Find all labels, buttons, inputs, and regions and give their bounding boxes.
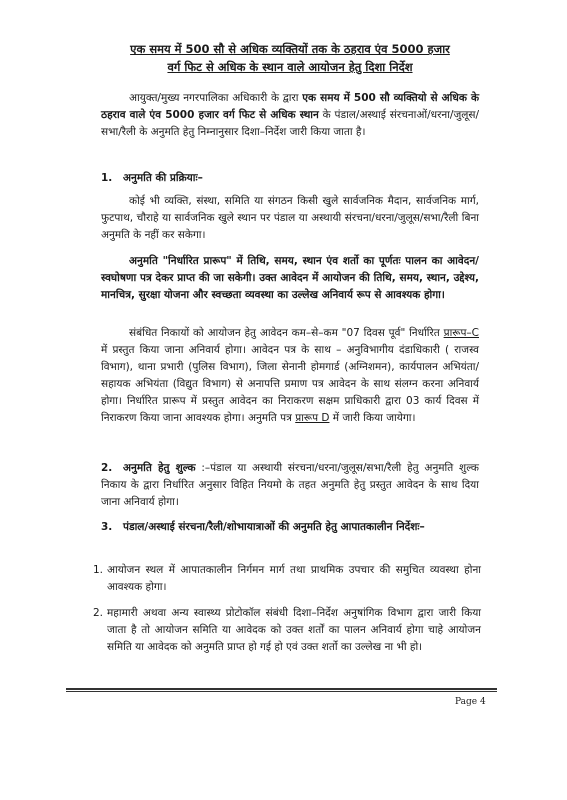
page-number: Page 4 [455, 697, 486, 707]
section-2-title: अनुमति हेतु शुल्क [123, 462, 196, 474]
section-3-heading [101, 519, 479, 536]
list-marker: 1. [93, 564, 104, 576]
para3-text-a: संबंधित निकायों को आयोजन हेतु आवेदन कम–से–कम "07 दिवस पूर्व" निर्धारित [129, 327, 444, 339]
section-2-paragraph [101, 460, 479, 511]
section-1-title: अनुमति की प्रक्रियाः– [123, 172, 203, 184]
section-1-heading [101, 170, 479, 187]
section-1-number: 1. [101, 172, 113, 184]
section-1-paragraph-3 [101, 325, 479, 427]
form-c-reference: प्रारूप–C [443, 327, 479, 339]
intro-bold: एक समय में 500 सौ व्यक्तियो से अधिक के ठहराव वाले एंव 5000 हजार वर्ग फिट से अधिक स्थान [101, 92, 480, 121]
document-title [95, 40, 485, 76]
list-item-text: महामारी अथवा अन्य स्वास्थ्य प्रोटोकॉल संबंधी दिशा–निर्देश अनुषांगिक विभाग द्वारा जारी किया जाता है तो आयोजन समिति या आवेदक को उक्त शर्तों का पालन अनिवार्य होगा चाहे आयोजन समिति या आवेदक को अनुमति प्राप्त हो गई हो एवं उक्त शर्तो का उल्लेख ना भी हो। [107, 607, 481, 653]
title-line-2: वर्ग फिट से अधिक के स्थान वाले आयोजन हेतु दिशा निर्देश [167, 60, 413, 74]
section-2-text: :–पंडाल या अस्थायी संरचना/धरना/जुलूस/सभा/रैली हेतु अनुमति शुल्क निकाय के द्वारा निर्धारित अनुसार विहित नियमो के तहत अनुमति हेतु प्रस्तुत आवेदन के साथ दिया जाना अनिवार्य होगा। [101, 462, 479, 508]
footer-rule [66, 688, 497, 690]
intro-text-1: आयुक्त/मुख्य नगरपालिका अधिकारी के द्वारा [129, 92, 303, 104]
intro-text-2: के पंडाल/अस्थाई संरचनाओं/धरना/जुलूस/सभा/रैली के अनुमति हेतु निम्नानुसार दिशा–निर्देश जारी किया जाता है। [101, 109, 479, 138]
section-1-paragraph-2: अनुमति "निर्धारित प्रारूप" में तिथि, समय, स्थान एंव शर्तो का पूर्णतः पालन का आवेदन/स्वघोषणा पत्र देकर प्राप्त की जा सकेगी। उक्त आवेदन में आयोजन की तिथि, समय, स्थान, उद्देश्य, मानचित्र, सुरक्षा योजना और स्वच्छता व्यवस्था का उल्लेख अनिवार्य रूप से आवश्यक होगा। [101, 255, 479, 301]
para3-text-b: में प्रस्तुत किया जाना अनिवार्य होगा। आवेदन पत्र के साथ – अनुविभागीय दंडाधिकारी ( राजस्व विभाग), थाना प्रभारी (पुलिस विभाग), जिला सेनानी होमगार्ड (अग्निशमन), कार्यपालन अभियंता/सहायक अभियंता (विद्युत विभाग) से अनापत्ति प्रमाण पत्र आवेदन के साथ संलग्न करना अनिवार्य होगा। निर्धारित प्रारूप में प्रस्तुत आवेदन का निराकरण सक्षम प्राधिकारी द्वारा 03 कार्य दिवस में निराकरण किया जाना आवश्यक होगा। अनुमति पत्र [101, 344, 479, 424]
section-3-title: पंडाल/अस्थाई संरचना/रैली/शोभायात्राओं की अनुमति हेतु आपातकालीन निर्देशः– [123, 521, 425, 533]
title-line-1: एक समय में 500 सौ से अधिक व्यक्तियों तक के ठहराव एंव 5000 हजार [130, 42, 450, 56]
list-marker: 2. [93, 607, 104, 619]
list-item-text: आयोजन स्थल में आपातकालीन निर्गमन मार्ग तथा प्राथमिक उपचार की समुचित व्यवस्था होना आवश्यक होगा। [107, 564, 481, 593]
footer-rule-thin [66, 691, 497, 692]
para3-text-c: में जारी किया जायेगा। [329, 412, 416, 424]
section-3-number: 3. [101, 521, 113, 533]
intro-paragraph [101, 90, 479, 141]
list-item [93, 605, 481, 656]
section-1-paragraph-1: कोई भी व्यक्ति, संस्था, समिति या संगठन किसी खुले सार्वजनिक मैदान, सार्वजनिक मार्ग, फुटपाथ, चौराहे या सार्वजनिक खुले स्थान पर पंडाल या अस्थायी संरचना/धरना/जुलूस/सभा/रैली बिना अनुमति के नहीं कर सकेगा। [101, 195, 479, 241]
list-item [93, 562, 481, 596]
form-d-reference: प्रारूप D [295, 412, 330, 424]
section-2-number: 2. [101, 462, 113, 474]
